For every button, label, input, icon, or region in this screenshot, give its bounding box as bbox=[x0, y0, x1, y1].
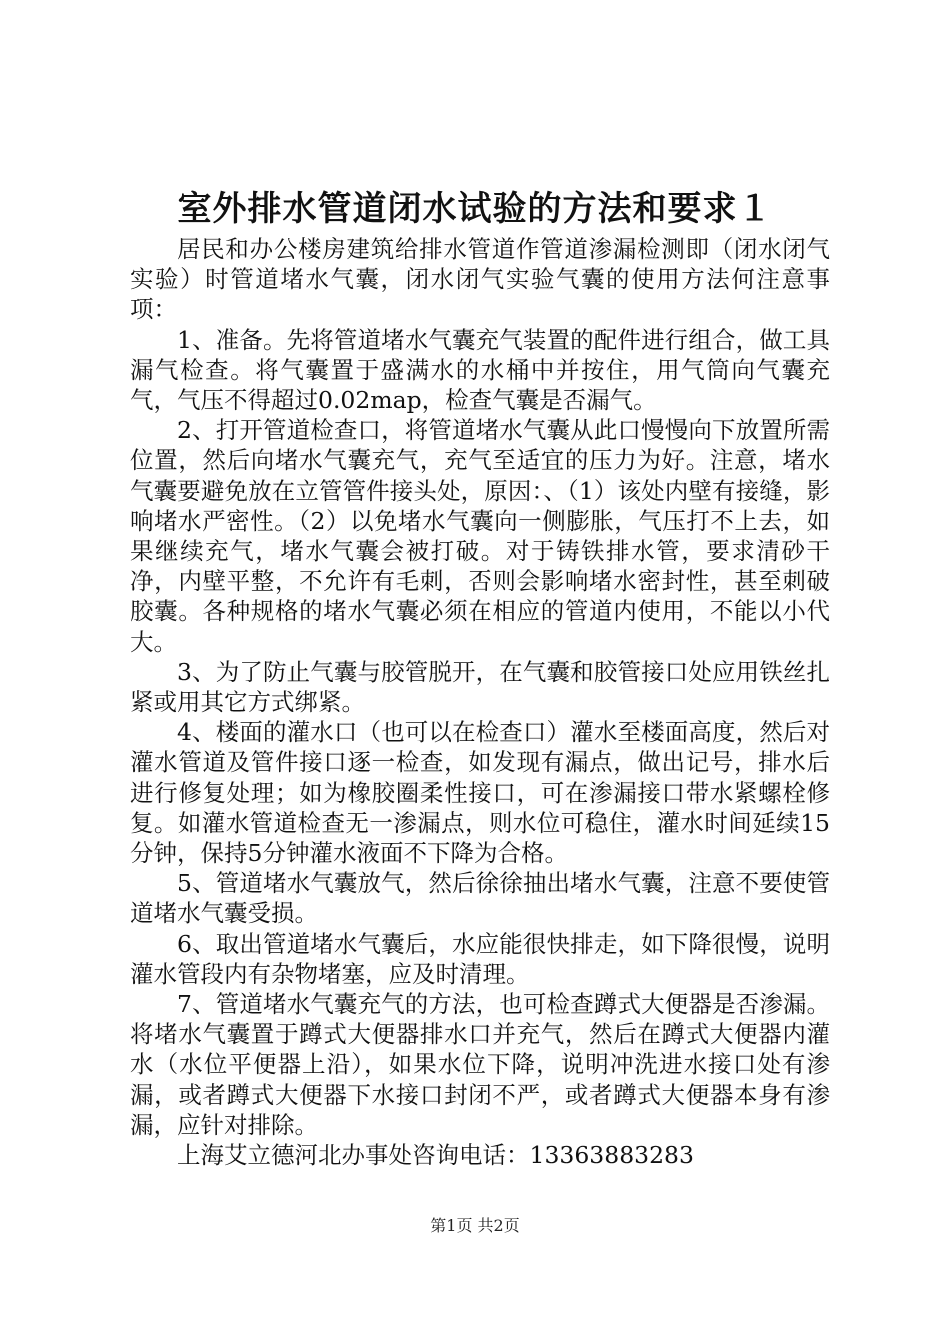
document-title: 室外排水管道闭水试验的方法和要求１ bbox=[177, 189, 773, 229]
paragraph-step-3: 3、为了防止气囊与胶管脱开，在气囊和胶管接口处应用铁丝扎紧或用其它方式绑紧。 bbox=[130, 657, 830, 717]
paragraph-step-1: 1、准备。先将管道堵水气囊充气装置的配件进行组合，做工具漏气检查。将气囊置于盛满水的水桶中并按住，用气筒向气囊充气，气压不得超过0.02map，检查气囊是否漏气。 bbox=[130, 325, 830, 415]
paragraph-step-6: 6、取出管道堵水气囊后，水应能很快排走，如下降很慢，说明灌水管段内有杂物堵塞，应及时清理。 bbox=[130, 929, 830, 988]
paragraph-step-7: 7、管道堵水气囊充气的方法，也可检查蹲式大便器是否渗漏。将堵水气囊置于蹲式大便器排水口并充气，然后在蹲式大便器内灌水（水位平便器上沿），如果水位下降，说明冲洗进水接口处有渗漏，或者蹲式大便器下水接口封闭不严，或者蹲式大便器本身有渗漏，应针对排除。 bbox=[130, 990, 830, 1139]
page-number-footer: 第1页 共2页 bbox=[430, 1216, 520, 1235]
paragraph-step-2: 2、打开管道检查口，将管道堵水气囊从此口慢慢向下放置所需位置，然后向堵水气囊充气，充气至适宜的压力为好。注意，堵水气囊要避免放在立管管件接头处，原因：、（1）该处内壁有接缝，影响堵水严密性。（2）以免堵水气囊向一侧膨胀，气压打不上去，如果继续充气，堵水气囊会被打破。对于铸铁排水管，要求清砂干净，内壁平整，不允许有毛刺，否则会影响堵水密封性，甚至刺破胶囊。各种规格的堵水气囊必须在相应的管道内使用，不能以小代大。 bbox=[130, 416, 830, 656]
paragraph-intro: 居民和办公楼房建筑给排水管道作管道渗漏检测即（闭水闭气实验）时管道堵水气囊，闭水闭气实验气囊的使用方法何注意事项： bbox=[130, 235, 830, 324]
paragraph-step-4: 4、楼面的灌水口（也可以在检查口）灌水至楼面高度，然后对灌水管道及管件接口逐一检查，如发现有漏点，做出记号，排水后进行修复处理；如为橡胶圈柔性接口，可在渗漏接口带水紧螺栓修复。如灌水管道检查无一渗漏点，则水位可稳住，灌水时间延续15分钟，保持5分钟灌水液面不下降为合格。 bbox=[130, 718, 830, 868]
paragraph-step-5: 5、管道堵水气囊放气，然后徐徐抽出堵水气囊，注意不要使管道堵水气囊受损。 bbox=[130, 869, 830, 928]
paragraph-contact: 上海艾立德河北办事处咨询电话：13363883283 bbox=[177, 1141, 694, 1170]
document-body bbox=[130, 234, 830, 1170]
